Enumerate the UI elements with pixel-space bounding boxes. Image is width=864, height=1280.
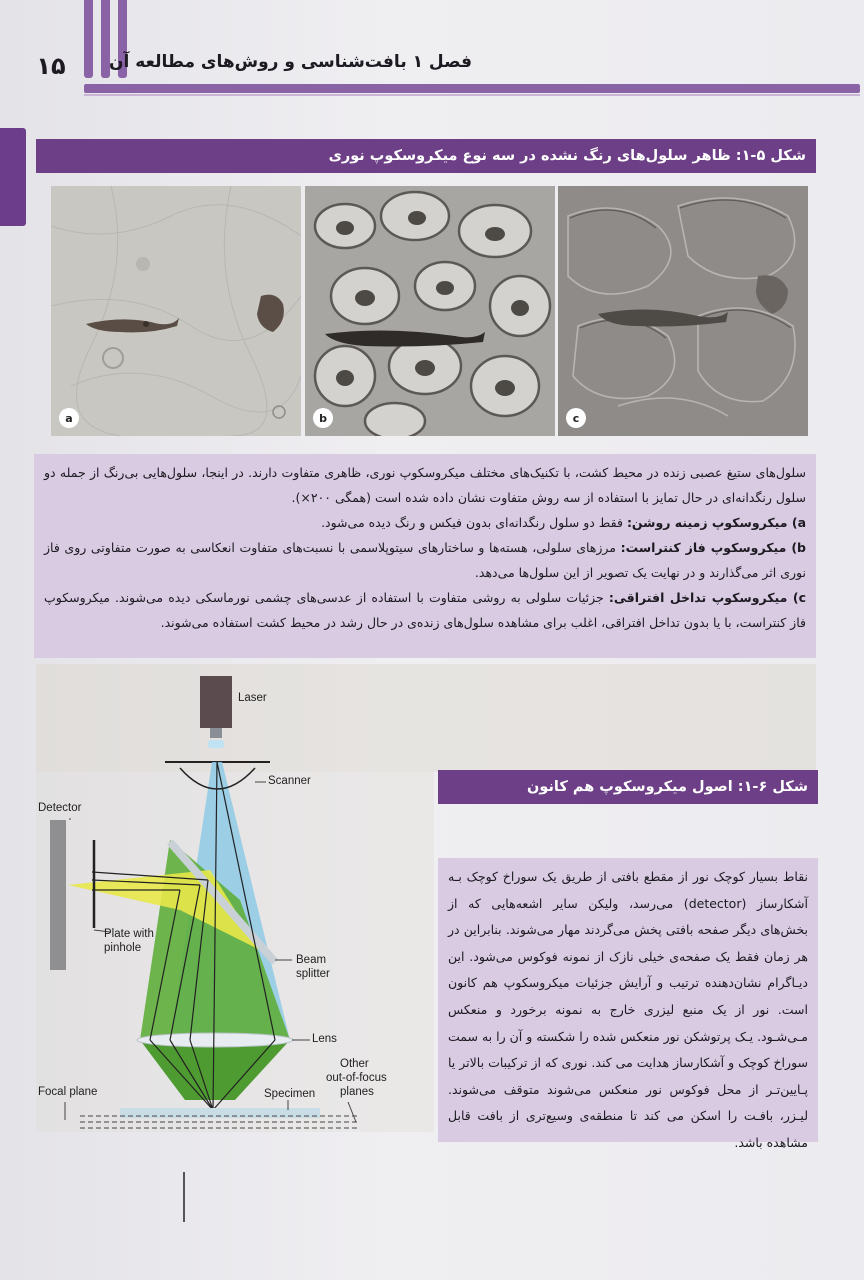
figure5-caption xyxy=(34,454,816,658)
label-lens: Lens xyxy=(312,1033,337,1045)
panel-label-c: c xyxy=(566,408,586,428)
label-other-line2: out-of-focus xyxy=(326,1072,387,1084)
header-rule xyxy=(84,84,860,93)
caption5-item-b xyxy=(44,535,806,585)
micrograph-phase-contrast xyxy=(305,186,555,436)
label-plate-line2: pinhole xyxy=(104,942,142,954)
chapter-side-tab xyxy=(0,128,26,226)
caption5-c-label: c) میکروسکوپ تداخل افتراقی: xyxy=(608,590,806,605)
figure6-title: شکل ۶-۱: اصول میکروسکوپ هم کانون xyxy=(438,770,818,804)
label-plate-line1: Plate with xyxy=(104,928,154,940)
label-other-line3: planes xyxy=(340,1086,374,1098)
figure5-title: شکل ۵-۱: ظاهر سلول‌های رنگ نشده در سه نوع میکروسکوپ نوری xyxy=(36,139,816,173)
panel-label-a: a xyxy=(59,408,79,428)
caption5-item-c xyxy=(44,585,806,635)
laser-emitter xyxy=(208,740,224,748)
label-scanner: Scanner xyxy=(268,775,311,787)
caption5-c-text: جزئیات سلولی به روشی متفاوت با استفاده از عدسی‌های چشمی نورماسکی دیده می‌شوند. میکروسکوپ فاز کنتراست، با یا بدون تداخل افتراقی، اغلب برای مشاهده سلول‌های زنده‌ی در حال رشد در محیط کشت استفاده می‌شوند. xyxy=(44,590,806,630)
caption5-a-label: a) میکروسکوپ زمینه روشن: xyxy=(626,515,806,530)
pen-mark xyxy=(183,1172,185,1222)
micrograph-bright-field xyxy=(51,186,301,436)
header-rule-thin xyxy=(84,94,860,96)
label-laser: Laser xyxy=(238,692,267,704)
caption5-intro: سلول‌های ستیغ عصبی زنده در محیط کشت، با تکنیک‌های مختلف میکروسکوپ نوری، ظاهری متفاوت دارند. در اینجا، سلول‌هایی بی‌رنگ از جمله دو سلول رنگدانه‌ای در حال تمایز با استفاده از سه روش متفاوت نشان داده شده است (همگی ۲۰۰×). xyxy=(44,465,806,505)
caption5-b-label: b) میکروسکوپ فاز کنتراست: xyxy=(620,540,806,555)
label-detector: Detector xyxy=(38,802,82,814)
label-beam-line2: splitter xyxy=(296,968,330,980)
chapter-title: فصل ۱ بافت‌شناسی و روش‌های مطالعه آن xyxy=(108,52,472,72)
detector-bar xyxy=(50,820,66,970)
confocal-diagram xyxy=(30,670,430,1140)
panel-label-b: b xyxy=(313,408,333,428)
caption5-a-text: فقط دو سلول رنگدانه‌ای بدون فیکس و رنگ دیده می‌شود. xyxy=(321,515,627,530)
caption5-item-a xyxy=(44,510,806,535)
laser-body xyxy=(200,676,232,728)
label-focal-plane: Focal plane xyxy=(38,1086,98,1098)
micrograph-differential-interference xyxy=(558,186,808,436)
page-number: ۱۵ xyxy=(36,52,66,80)
lens-shape xyxy=(137,1033,293,1047)
caption5-b-text: مرزهای سلولی، هسته‌ها و ساختارهای سیتوپلاسمی با نسبت‌های متفاوت انعکاسی به صورت متفاوتی روی فاز نوری اثر می‌گذارند و در نهایت یک تصویر از این سلول‌ها می‌دهد. xyxy=(44,540,806,580)
label-beam-line1: Beam xyxy=(296,954,327,966)
label-other-line1: Other xyxy=(340,1058,369,1070)
label-specimen: Specimen xyxy=(264,1088,316,1100)
laser-nozzle xyxy=(210,728,222,738)
figure6-caption: نقاط بسیار کوچک نور از مقطع بافتی از طریق یک سوراخ کوچک بـه آشکارساز (detector) می‌رسد، ولیکن سایر اشعه‌هایی که از بخش‌های دیگر صفحه بافتی پخش می‌گردند مهار می‌شوند. بنابراین در هر زمان فقط یک صفحه‌ی خیلی نازک از نمونه فوکوس می‌شود. این دیـاگرام نشان‌دهنده ترتیب و آرایش جزئیات میکروسکوپ هم کانون است. نور از یک منبع لیزری خارج به نمونه برخورد و منعکس مـی‌شـود. یـک پرتوشکن نور منعکس شده را شکسته و آن را به سمت سوراخ کوچک و آشکارساز هدایت می کند. نوری که از ترکیبات بالاتر یا پـایین‌تـر از محل فوکوس نور منعکس می‌شوند متوقف می‌شوند. لیـزر، بافـت را اسکن می کند تا منطقه‌ی وسیع‌تری از بافت قابل مشاهده باشد. xyxy=(438,858,818,1142)
